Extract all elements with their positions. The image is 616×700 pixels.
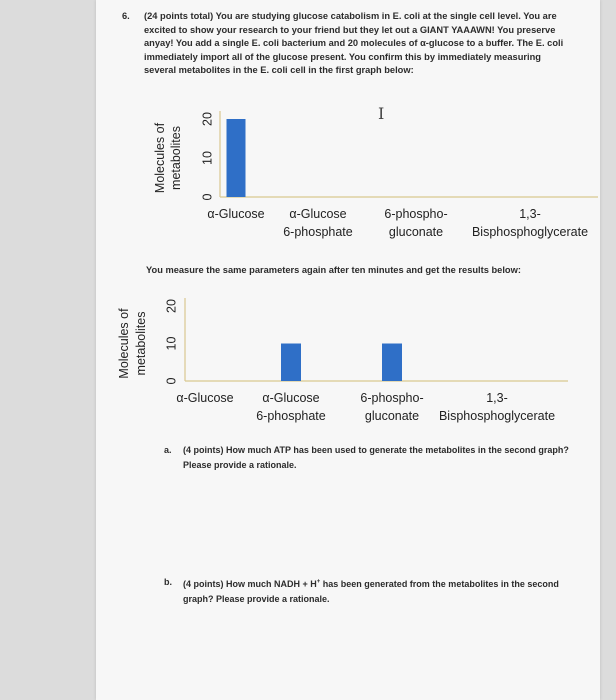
- part-b-superscript: +: [316, 579, 321, 585]
- x-category-label: 6-phosphate: [256, 409, 326, 423]
- part-a-text: (4 points) How much ATP has been used to generate the metabolites in the second graph? Please provide a rationale.: [183, 445, 569, 470]
- y-tick-label: 20: [164, 299, 179, 313]
- x-category-label: 1,3-: [519, 207, 541, 221]
- x-category-label: 6-phospho-: [360, 391, 424, 405]
- x-category-label: α-Glucose: [176, 391, 234, 405]
- part-b-text: [183, 575, 574, 606]
- y-axis-label-line2: metabolites: [134, 311, 148, 376]
- bar-2: [281, 344, 301, 382]
- x-category-label: 6-phosphate: [283, 225, 353, 239]
- y-tick-label: 0: [164, 377, 179, 385]
- y-tick-label: 10: [164, 336, 179, 351]
- y-axis-label-line1: Molecules of: [153, 122, 167, 194]
- x-category-label: α-Glucose: [207, 207, 265, 221]
- y-tick-label: 20: [200, 112, 215, 126]
- y-tick-label: 10: [200, 151, 215, 165]
- part-b-letter: b.: [164, 577, 172, 587]
- y-axis-label-line2: metabolites: [169, 126, 183, 190]
- x-category-label: gluconate: [388, 225, 444, 239]
- x-category-label: 6-phospho-: [384, 207, 448, 221]
- y-tick-label: 0: [200, 193, 215, 201]
- part-b-text-end: has been generated from the metabolites in the second graph? Please provide a rationale.: [183, 579, 559, 604]
- x-category-label: α-Glucose: [262, 391, 320, 405]
- x-category-label: α-Glucose: [289, 207, 347, 221]
- text-cursor-icon: I: [378, 104, 385, 123]
- second-measurement-text: You measure the same parameters again after ten minutes and get the results below:: [146, 265, 521, 275]
- x-category-label: gluconate: [364, 409, 420, 423]
- part-a-letter: a.: [164, 445, 172, 455]
- question-text: (24 points total) You are studying glucose catabolism in E. coli at the single cell level. You are excited to show your research to your friend but they let out a GIANT YAAAWN! You preserve anyay! You add a single E. coli bacterium and 20 molecules of α-glucose to a buffer. The E. coli immediately import all of the glucose present. You confirm this by immediately measuring several metabolites in the E. coli cell in the first graph below:: [144, 11, 564, 76]
- part-b-text-start: (4 points) How much NADH + H: [183, 579, 317, 589]
- x-category-label: Bisphosphoglycerate: [438, 409, 556, 423]
- part-b: [164, 575, 574, 606]
- x-category-label: Bisphosphoglycerate: [471, 225, 589, 239]
- part-a: [164, 443, 574, 472]
- x-category-label: 1,3-: [486, 391, 508, 405]
- question-number: 6.: [122, 11, 130, 21]
- y-axis-label-line1: Molecules of: [117, 308, 131, 379]
- bar-3: [382, 344, 402, 382]
